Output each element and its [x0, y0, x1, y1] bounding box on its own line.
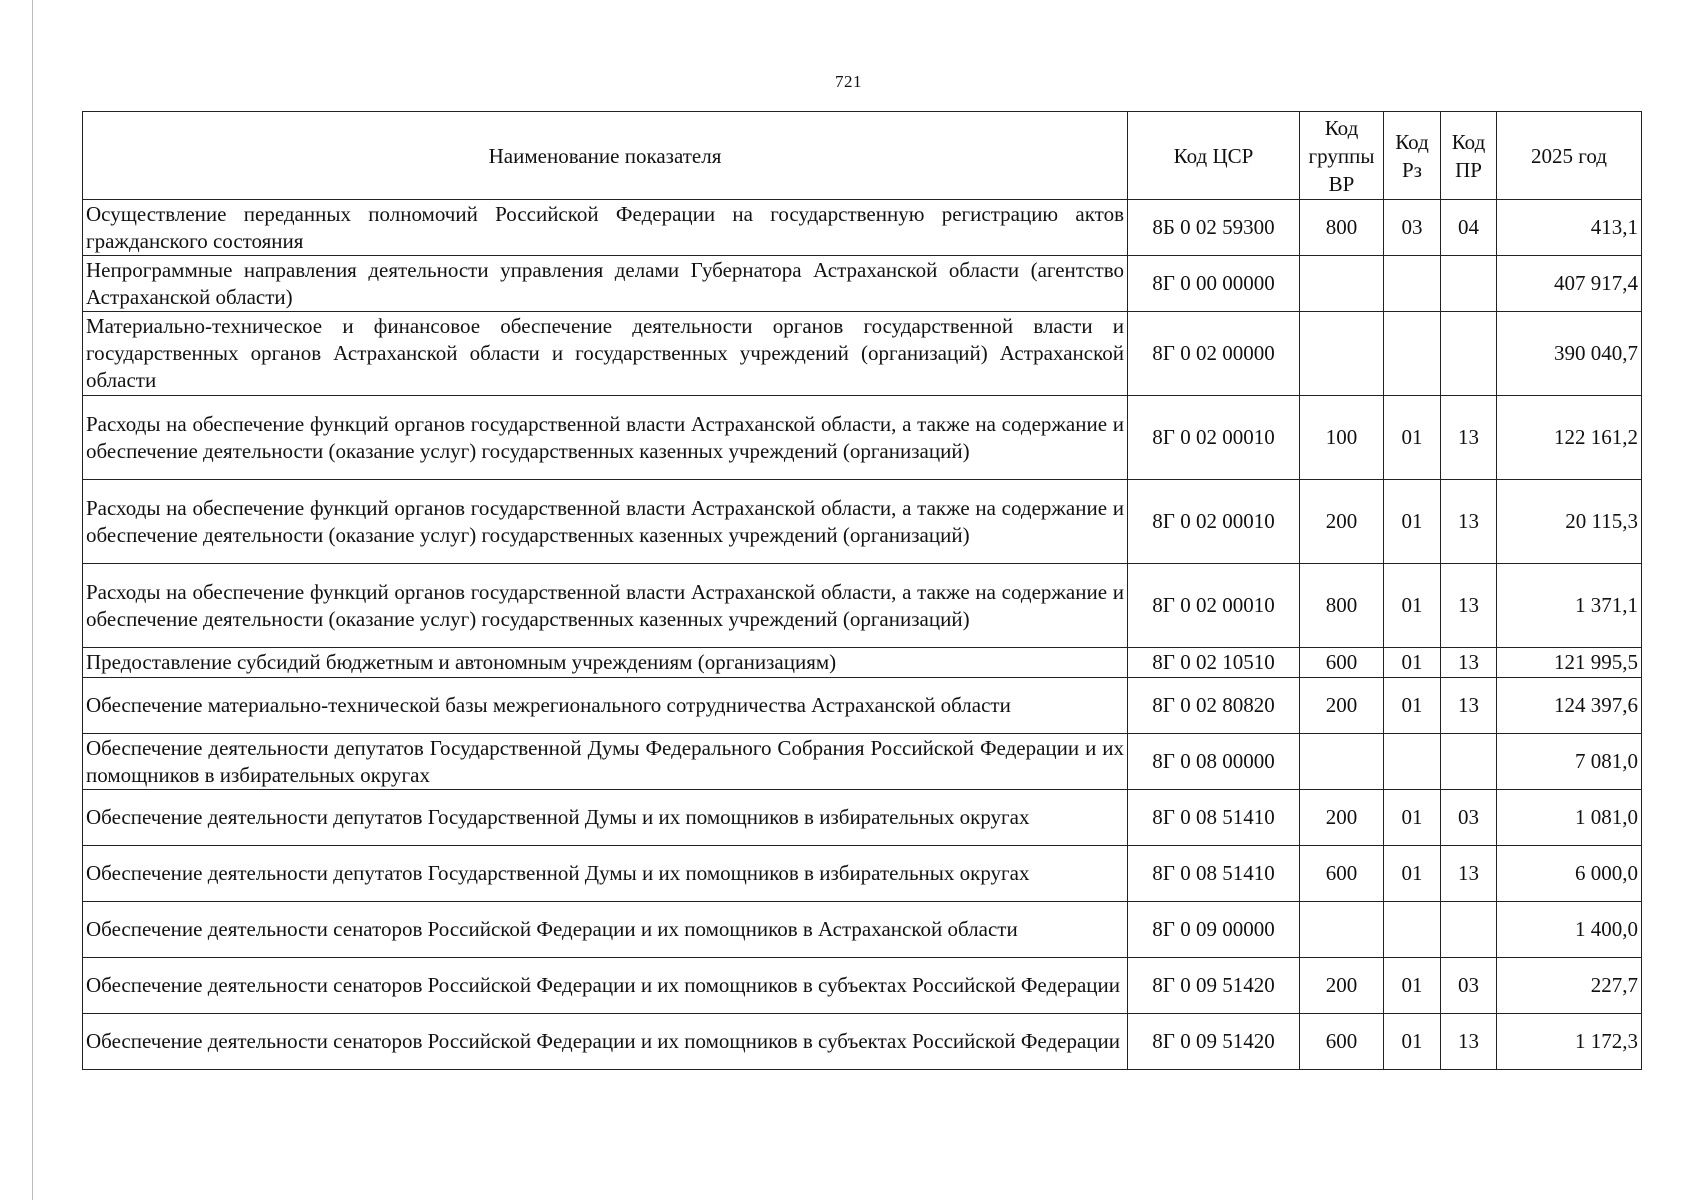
cell-amount: 407 917,4: [1497, 256, 1642, 312]
cell-rz: 01: [1384, 1014, 1441, 1070]
cell-pr: 13: [1441, 648, 1497, 678]
table-row: [83, 312, 1642, 396]
cell-pr: [1441, 902, 1497, 958]
cell-vr: 600: [1300, 648, 1384, 678]
cell-rz: [1384, 734, 1441, 790]
table-row: [83, 564, 1642, 648]
table-row: [83, 256, 1642, 312]
cell-name: Обеспечение деятельности депутатов Государственной Думы Федерального Собрания Российской Федерации и их помощников в избирательных округах: [83, 734, 1128, 790]
cell-pr: 13: [1441, 1014, 1497, 1070]
cell-pr: 13: [1441, 480, 1497, 564]
cell-vr: 800: [1300, 200, 1384, 256]
cell-amount: 1 172,3: [1497, 1014, 1642, 1070]
table-row: [83, 396, 1642, 480]
cell-rz: [1384, 312, 1441, 396]
cell-name: Предоставление субсидий бюджетным и автономным учреждениям (организациям): [83, 648, 1128, 678]
table-row: [83, 200, 1642, 256]
table-row: [83, 648, 1642, 678]
cell-rz: 01: [1384, 648, 1441, 678]
cell-name: Обеспечение деятельности сенаторов Российской Федерации и их помощников в Астраханской области: [83, 902, 1128, 958]
cell-name: Расходы на обеспечение функций органов государственной власти Астраханской области, а также на содержание и обеспечение деятельности (оказание услуг) государственных казенных учреждений (организаций): [83, 564, 1128, 648]
cell-csr: 8Г 0 02 80820: [1128, 678, 1300, 734]
cell-rz: 01: [1384, 564, 1441, 648]
cell-name: Осуществление переданных полномочий Российской Федерации на государственную регистрацию актов гражданского состояния: [83, 200, 1128, 256]
cell-amount: 1 081,0: [1497, 790, 1642, 846]
cell-pr: 13: [1441, 396, 1497, 480]
cell-vr: 100: [1300, 396, 1384, 480]
budget-table: [82, 111, 1642, 1070]
cell-rz: 03: [1384, 200, 1441, 256]
header-csr: Код ЦСР: [1128, 112, 1300, 200]
cell-name: Обеспечение деятельности депутатов Государственной Думы и их помощников в избирательных округах: [83, 846, 1128, 902]
cell-rz: [1384, 256, 1441, 312]
cell-pr: [1441, 734, 1497, 790]
cell-csr: 8Г 0 08 51410: [1128, 790, 1300, 846]
table-row: [83, 480, 1642, 564]
cell-csr: 8Б 0 02 59300: [1128, 200, 1300, 256]
cell-vr: [1300, 256, 1384, 312]
cell-amount: 124 397,6: [1497, 678, 1642, 734]
table-row: [83, 958, 1642, 1014]
cell-csr: 8Г 0 02 00010: [1128, 480, 1300, 564]
cell-csr: 8Г 0 02 00000: [1128, 312, 1300, 396]
cell-pr: [1441, 256, 1497, 312]
cell-name: Обеспечение деятельности депутатов Государственной Думы и их помощников в избирательных округах: [83, 790, 1128, 846]
binding-margin-line: [32, 0, 33, 1200]
cell-csr: 8Г 0 02 10510: [1128, 648, 1300, 678]
header-pr: Код ПР: [1441, 112, 1497, 200]
cell-amount: 122 161,2: [1497, 396, 1642, 480]
cell-rz: [1384, 902, 1441, 958]
cell-pr: 13: [1441, 846, 1497, 902]
page-number: 721: [835, 72, 862, 91]
cell-pr: 13: [1441, 564, 1497, 648]
cell-pr: 03: [1441, 790, 1497, 846]
cell-csr: 8Г 0 09 51420: [1128, 1014, 1300, 1070]
cell-amount: 413,1: [1497, 200, 1642, 256]
cell-name: Обеспечение деятельности сенаторов Российской Федерации и их помощников в субъектах Российской Федерации: [83, 1014, 1128, 1070]
cell-pr: [1441, 312, 1497, 396]
cell-pr: 03: [1441, 958, 1497, 1014]
cell-name: Расходы на обеспечение функций органов государственной власти Астраханской области, а также на содержание и обеспечение деятельности (оказание услуг) государственных казенных учреждений (организаций): [83, 396, 1128, 480]
table-header-row: [83, 112, 1642, 200]
table-row: [83, 734, 1642, 790]
cell-csr: 8Г 0 09 51420: [1128, 958, 1300, 1014]
cell-csr: 8Г 0 00 00000: [1128, 256, 1300, 312]
cell-vr: [1300, 734, 1384, 790]
cell-rz: 01: [1384, 846, 1441, 902]
cell-rz: 01: [1384, 678, 1441, 734]
cell-rz: 01: [1384, 790, 1441, 846]
cell-pr: 13: [1441, 678, 1497, 734]
cell-vr: [1300, 902, 1384, 958]
table-row: [83, 790, 1642, 846]
cell-amount: 390 040,7: [1497, 312, 1642, 396]
header-vr: Код группы ВР: [1300, 112, 1384, 200]
cell-vr: [1300, 312, 1384, 396]
cell-amount: 227,7: [1497, 958, 1642, 1014]
cell-csr: 8Г 0 02 00010: [1128, 564, 1300, 648]
cell-pr: 04: [1441, 200, 1497, 256]
cell-name: Материально-техническое и финансовое обеспечение деятельности органов государственной власти и государственных органов Астраханской области и государственных учреждений (организаций) Астраханской области: [83, 312, 1128, 396]
cell-amount: 1 400,0: [1497, 902, 1642, 958]
cell-vr: 600: [1300, 1014, 1384, 1070]
cell-name: Обеспечение материально-технической базы межрегионального сотрудничества Астраханской области: [83, 678, 1128, 734]
cell-vr: 600: [1300, 846, 1384, 902]
header-rz: Код Рз: [1384, 112, 1441, 200]
cell-amount: 20 115,3: [1497, 480, 1642, 564]
cell-name: Непрограммные направления деятельности управления делами Губернатора Астраханской области (агентство Астраханской области): [83, 256, 1128, 312]
cell-rz: 01: [1384, 396, 1441, 480]
cell-rz: 01: [1384, 958, 1441, 1014]
cell-csr: 8Г 0 09 00000: [1128, 902, 1300, 958]
cell-vr: 200: [1300, 958, 1384, 1014]
header-year: 2025 год: [1497, 112, 1642, 200]
cell-vr: 200: [1300, 790, 1384, 846]
cell-name: Обеспечение деятельности сенаторов Российской Федерации и их помощников в субъектах Российской Федерации: [83, 958, 1128, 1014]
cell-name: Расходы на обеспечение функций органов государственной власти Астраханской области, а также на содержание и обеспечение деятельности (оказание услуг) государственных казенных учреждений (организаций): [83, 480, 1128, 564]
cell-vr: 200: [1300, 678, 1384, 734]
cell-vr: 800: [1300, 564, 1384, 648]
header-name: Наименование показателя: [83, 112, 1128, 200]
cell-amount: 121 995,5: [1497, 648, 1642, 678]
cell-csr: 8Г 0 08 00000: [1128, 734, 1300, 790]
table-row: [83, 846, 1642, 902]
table-row: [83, 1014, 1642, 1070]
table-row: [83, 678, 1642, 734]
table-row: [83, 902, 1642, 958]
cell-amount: 1 371,1: [1497, 564, 1642, 648]
cell-vr: 200: [1300, 480, 1384, 564]
cell-csr: 8Г 0 02 00010: [1128, 396, 1300, 480]
cell-rz: 01: [1384, 480, 1441, 564]
cell-csr: 8Г 0 08 51410: [1128, 846, 1300, 902]
cell-amount: 6 000,0: [1497, 846, 1642, 902]
cell-amount: 7 081,0: [1497, 734, 1642, 790]
